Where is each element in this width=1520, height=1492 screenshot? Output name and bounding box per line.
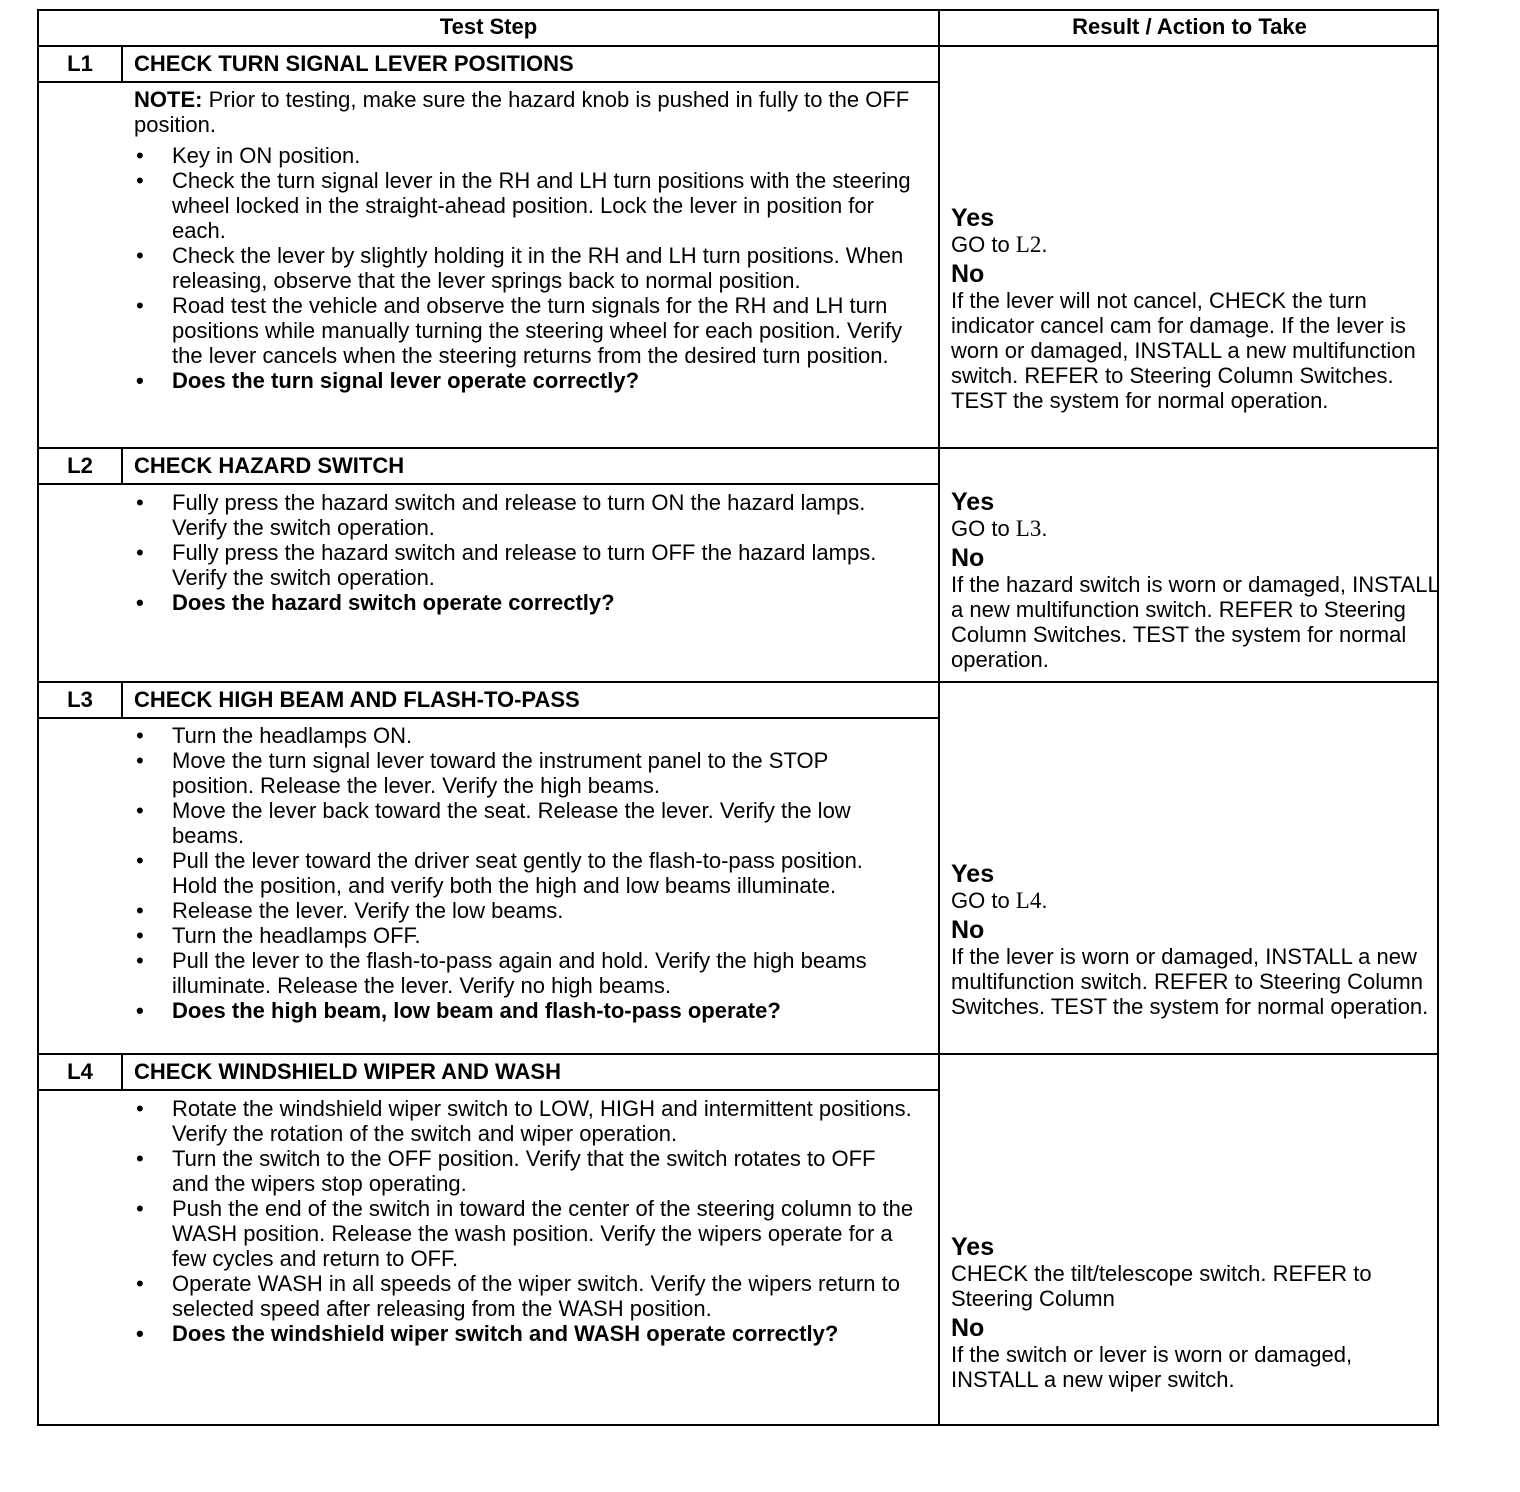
bullet-item: • Fully press the hazard switch and release to turn ON the hazard lamps. Verify the switch operation. (134, 490, 914, 540)
no-action: If the hazard switch is worn or damaged, INSTALL a new multifunction switch. REFER to Steering Column Switches. TEST the system for normal operation. (951, 572, 1439, 672)
bullet-list (134, 1096, 914, 1346)
column-divider (938, 11, 940, 1426)
goto-step-link[interactable]: L3 (1015, 516, 1042, 541)
bullet-item: • Turn the headlamps ON. (134, 723, 914, 748)
note (134, 87, 914, 137)
no-action: If the switch or lever is worn or damaged, INSTALL a new wiper switch. (951, 1342, 1353, 1392)
yes-label: Yes (951, 204, 995, 232)
bullet-list (134, 490, 914, 615)
title-divider (39, 483, 938, 485)
bullet-item: • Fully press the hazard switch and release to turn OFF the hazard lamps. Verify the switch operation. (134, 540, 914, 590)
id-divider (121, 449, 123, 483)
yes-action: CHECK the tilt/telescope switch. REFER to Steering Column (951, 1261, 1372, 1311)
bullet-item: • Turn the switch to the OFF position. Verify that the switch rotates to OFF and the wipers stop operating. (134, 1146, 914, 1196)
step-id: L3 (67, 687, 93, 712)
no-label: No (951, 544, 985, 572)
yes-action: GO to L3. (951, 516, 1048, 541)
no-action: If the lever is worn or damaged, INSTALL a new multifunction switch. REFER to Steering Column Switches. TEST the system for normal operation. (951, 944, 1429, 1019)
yes-label: Yes (951, 488, 995, 516)
step-question: • Does the hazard switch operate correctly? (134, 590, 914, 615)
bullet-item: • Move the lever back toward the seat. Release the lever. Verify the low beams. (134, 798, 914, 848)
note-text: Prior to testing, make sure the hazard knob is pushed in fully to the OFF position. (134, 87, 910, 137)
title-divider (39, 1089, 938, 1091)
header-result-action: Result / Action to Take (1072, 14, 1307, 39)
bullet-list (134, 143, 914, 393)
no-label: No (951, 916, 985, 944)
no-label: No (951, 260, 985, 288)
no-action: If the lever will not cancel, CHECK the turn indicator cancel cam for damage. If the lever is worn or damaged, INSTALL a new multifunction switch. REFER to Steering Column Switches. TEST the system for normal operation. (951, 288, 1416, 413)
yes-label: Yes (951, 1233, 995, 1261)
step-question: • Does the high beam, low beam and flash-to-pass operate? (134, 998, 914, 1023)
id-divider (121, 47, 123, 81)
bullet-item: • Release the lever. Verify the low beams. (134, 898, 914, 923)
step-question: • Does the turn signal lever operate correctly? (134, 368, 914, 393)
step-result (951, 487, 1439, 676)
goto-step-link[interactable]: L2 (1015, 232, 1042, 257)
goto-step-link[interactable]: L4 (1015, 888, 1042, 913)
yes-action: GO to L2. (951, 232, 1048, 257)
id-divider (121, 683, 123, 717)
step-title: CHECK HAZARD SWITCH (134, 453, 405, 478)
bullet-item: • Move the turn signal lever toward the instrument panel to the STOP position. Release the lever. Verify the high beams. (134, 748, 914, 798)
bullet-item: • Pull the lever to the flash-to-pass again and hold. Verify the high beams illuminate. Release the lever. Verify no high beams. (134, 948, 914, 998)
step-instructions (134, 87, 914, 393)
step-title: CHECK WINDSHIELD WIPER AND WASH (134, 1059, 561, 1084)
yes-action: GO to L4. (951, 888, 1048, 913)
title-divider (39, 717, 938, 719)
step-id: L1 (67, 51, 93, 76)
bullet-item: • Check the turn signal lever in the RH and LH turn positions with the steering wheel locked in the straight-ahead position. Lock the lever in position for each. (134, 168, 914, 243)
step-question: • Does the windshield wiper switch and WASH operate correctly? (134, 1321, 914, 1346)
yes-label: Yes (951, 860, 995, 888)
diagnostic-table (37, 9, 1439, 1426)
bullet-item: • Operate WASH in all speeds of the wiper switch. Verify the wipers return to selected speed after releasing from the WASH position. (134, 1271, 914, 1321)
step-instructions (134, 1096, 914, 1346)
bullet-list (134, 723, 914, 1023)
step-instructions (134, 490, 914, 615)
bullet-item: • Rotate the windshield wiper switch to LOW, HIGH and intermittent positions. Verify the rotation of the switch and wiper operation. (134, 1096, 914, 1146)
bullet-item: • Turn the headlamps OFF. (134, 923, 914, 948)
header-test-step: Test Step (439, 14, 538, 39)
bullet-item: • Push the end of the switch in toward the center of the steering column to the WASH position. Release the wash position. Verify the wipers operate for a few cycles and return to OFF. (134, 1196, 914, 1271)
step-id: L2 (67, 453, 93, 478)
bullet-item: • Road test the vehicle and observe the turn signals for the RH and LH turn positions while manually turning the steering wheel for each position. Verify the lever cancels when the steering returns from the desired turn position. (134, 293, 914, 368)
step-result (951, 203, 1439, 417)
step-result (951, 859, 1439, 1023)
step-id: L4 (67, 1059, 93, 1084)
bullet-item: • Pull the lever toward the driver seat gently to the flash-to-pass position. Hold the position, and verify both the high and low beams illuminate. (134, 848, 914, 898)
step-result (951, 1232, 1439, 1396)
bullet-item: • Key in ON position. (134, 143, 914, 168)
title-divider (39, 81, 938, 83)
note-label: NOTE: (134, 87, 203, 112)
bullet-item: • Check the lever by slightly holding it in the RH and LH turn positions. When releasing, observe that the lever springs back to normal position. (134, 243, 914, 293)
id-divider (121, 1055, 123, 1089)
no-label: No (951, 1314, 985, 1342)
step-title: CHECK HIGH BEAM AND FLASH-TO-PASS (134, 687, 580, 712)
step-instructions (134, 723, 914, 1023)
step-title: CHECK TURN SIGNAL LEVER POSITIONS (134, 51, 574, 76)
